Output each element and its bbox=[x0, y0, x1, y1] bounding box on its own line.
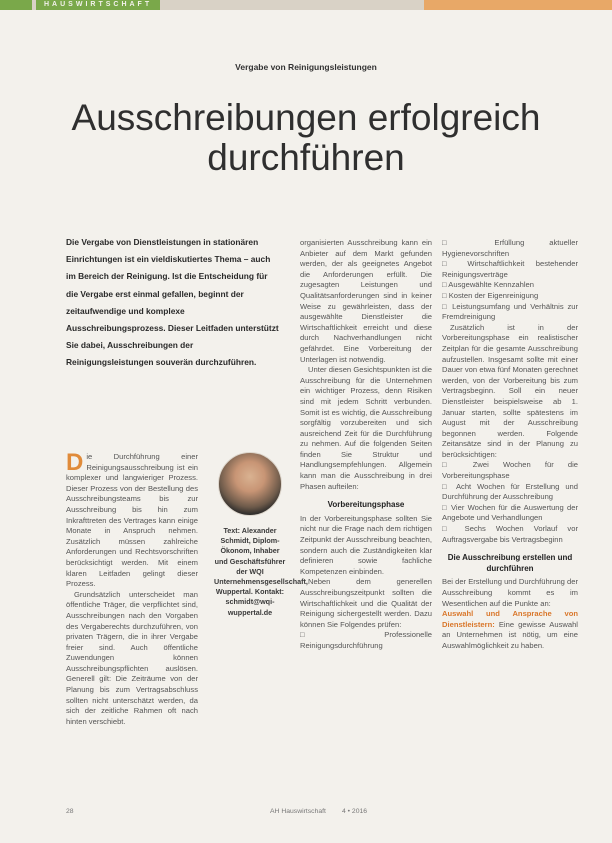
column-1 bbox=[66, 449, 198, 727]
paragraph: Auswahl und Ansprache von Dienstleistern: Eine gewisse Auswahl an Unternehmen ist nötig, um eine Auswahlmöglichkeit zu haben. bbox=[442, 609, 578, 650]
article-title: Ausschreibungen erfolgreich durchführen bbox=[71, 97, 541, 178]
issue-number: 4 • 2016 bbox=[342, 808, 368, 815]
section-bar-orange bbox=[424, 0, 612, 10]
paragraph bbox=[66, 449, 198, 590]
article-lead: Die Vergabe von Dienstleistungen in stationären Einrichtungen ist ein vieldiskutiertes Thema – auch im Bereich der Reinigung. Ist die Entscheidung für die Vergabe erst einmal gefallen, beginnt der zeitaufwendige und komplexe Ausschreibungsprozess. Dieser Leitfaden unterstützt Sie dabei, Ausschreibungen der Reinigungsleistungen souverän durchzuführen. bbox=[66, 237, 279, 368]
section-bar-green bbox=[0, 0, 32, 10]
list-item: □ Kosten der Eigenreinigung bbox=[442, 290, 539, 300]
list-item: □ Sechs Wochen Vorlauf vor Auftragsvergabe bis Vertragsbeginn bbox=[442, 524, 578, 544]
list-item: □ Ausgewählte Kennzahlen bbox=[442, 280, 534, 290]
section-bar bbox=[0, 0, 612, 10]
subheading: Vorbereitungsphase bbox=[327, 500, 405, 510]
paragraph: Bei der Erstellung und Durchführung der Ausschreibung kommt es im Wesentlichen auf die Punkte an: bbox=[442, 577, 578, 608]
page-number: 28 bbox=[66, 808, 74, 815]
list-item: □ Vier Wochen für die Auswertung der Angebote und Verhandlungen bbox=[442, 502, 578, 523]
paragraph: Zusätzlich ist in der Vorbereitungsphase ein realistischer Zeitplan für die gesamte Ausschreibung aufzustellen. Insgesamt sollte mit einer Dauer von etwa fünf Monaten gerechnet werden, von der Vorbereitung bis zum Vertragsbeginn. Soll ein neuer Dienstleister beispielsweise ab 1. Januar starten, sollte spätestens im August mit der Ausschreibung begonnen werden. Folgende Zeitansätze sind in der Planung zu berücksichtigen: bbox=[442, 322, 578, 459]
paragraph: In der Vorbereitungsphase sollten Sie nicht nur die Frage nach dem richtigen Zeitpunkt der Ausschreibung beachten, sondern auch die Zuständigkeiten klar definieren sowie fachliche Kompetenzen einbinden. bbox=[300, 513, 432, 576]
list-item: □ Leistungsumfang und Verhältnis zur Fremdreinigung bbox=[442, 301, 578, 322]
list-item: □ Wirtschaftlichkeit bestehender Reinigungsverträge bbox=[442, 259, 579, 279]
paragraph: Neben dem generellen Ausschreibungszeitpunkt sollten die Wirtschaftlichkeit und die Qualität der Reinigung sichergestellt werden. Dazu können Sie Folgendes prüfen: bbox=[300, 577, 432, 629]
paragraph: organisierten Ausschreibung kann ein Anbieter auf dem Markt gefunden werden, der als geeignetes Angebot die Anforderungen erfüllt. Die zugesagten Leistungen und Qualitätsanforderungen sind in keiner Weise zu gewährleisten, dass der ausgewählte Dienstleister die Wirtschaftlichkeit erreicht und diese durch Nachverhandlungen nicht gefährdet. Eine Vorbereitung der Unterlagen ist notwendig. bbox=[300, 238, 432, 364]
section-label: HAUSWIRTSCHAFT bbox=[36, 0, 160, 10]
author-info: Text: Alexander Schmidt, Diplom-Ökonom, Inhaber und Geschäftsführer der WQI Unternehmensgesellschaft, Wuppertal. Kontakt: schmidt@wqi-wuppertal.de bbox=[214, 526, 308, 617]
list-item: □ Zwei Wochen für die Vorbereitungsphase bbox=[442, 460, 579, 481]
magazine-name: AH Hauswirtschaft bbox=[270, 808, 326, 815]
orange-subheading: Auswahl und Ansprache von Dienstleistern: bbox=[442, 609, 578, 629]
page-footer bbox=[66, 808, 586, 820]
list-item: □ Professionelle Reinigungsdurchführung bbox=[300, 630, 432, 650]
list-item: □ Erfüllung aktueller Hygienevorschriften bbox=[442, 238, 578, 258]
dropcap: D bbox=[66, 449, 84, 476]
author-photo bbox=[218, 452, 282, 516]
paragraph: Grundsätzlich unterscheidet man öffentliche Träger, die verpflichtet sind, Ausschreibungen nach den Vorgaben des Vergaberechts durchzuführen, von privaten Trägern, die in ihrer Vergabe freier sind. Auch öffentliche Zuwendungen können Ausschreibungspflichten auslösen. Generell gilt: Die Zeiträume von der Planung bis zum Vertragsabschluss sollten nicht unterschätzt werden, da sich der zeitliche Rahmen oft nach hinten verschiebt. bbox=[66, 589, 198, 726]
kicker: Vergabe von Reinigungsleistungen bbox=[235, 62, 377, 72]
paragraph-text: ie Durchführung einer Reinigungsausschreibung ist ein komplexer und langwieriger Prozess. Dieser Prozess von der Bestellung des Ausschreibungsteams bis zur Ausschreibung bis hin zum Inkrafttreten des Vertrages kann einige Monate in Anspruch nehmen. Zusätzlich müssen zahlreiche Anforderungen und Rechtsvorschriften berücksichtigt werden. Mit einem klaren Leitfaden gelingt dieser Prozess. bbox=[66, 452, 198, 589]
paragraph: Unter diesen Gesichtspunkten ist die Ausschreibung für die Unternehmen ein wichtiger Prozess, denn Risiken sind mit jedem Schritt verbunden. Somit ist es wichtig, die Ausschreibung sorgfältig vorzubereiten und sich ausreichend Zeit für die Durchführung zu nehmen. Auf die folgenden Seiten finden Sie Struktur und Handlungsempfehlungen. Allgemein kann man die Ausschreibung in drei Phasen aufteilen: bbox=[300, 365, 432, 491]
subheading: Die Ausschreibung erstellen und durchführen bbox=[447, 553, 573, 573]
list-item: □ Acht Wochen für Erstellung und Durchführung der Ausschreibung bbox=[442, 481, 578, 502]
column-2 bbox=[300, 238, 432, 652]
author-box bbox=[214, 452, 308, 618]
column-3 bbox=[442, 238, 578, 652]
